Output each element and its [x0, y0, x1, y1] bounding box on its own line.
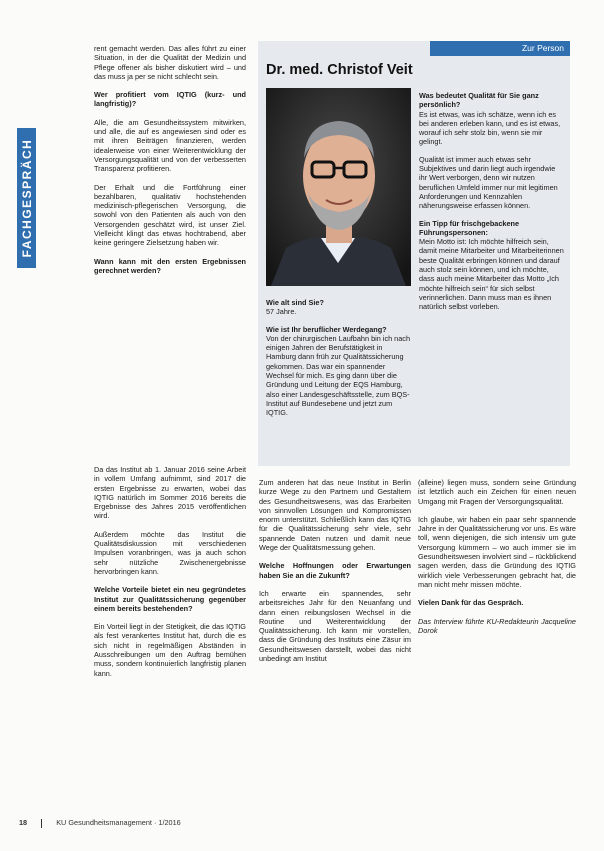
profile-box	[258, 41, 570, 466]
page-footer	[19, 818, 181, 828]
paragraph: rent gemacht werden. Das alles führt zu einer Situation, in der die Qualität der Medizin und Pflege offener als bisher diskutiert wird – und das muss ja per se nicht schlecht sein.	[94, 44, 246, 81]
paragraph: Alle, die am Gesundheitssystem mitwirken, und alle, die auf es angewiesen sind oder es mit ihren Beiträgen finanzieren, werden idealerweise von einer Weiterentwicklung der Versorgungsqualität und von der verbesserten Transparenz profitieren.	[94, 117, 246, 174]
paragraph: Von der chirurgischen Laufbahn bin ich nach einigen Jahren der Berufstätigkeit in Hamburg dann früh zur Qualitätssicherung gekommen. Das war ein spannender Wechsel für mich. Es ging dann über die Gründung und Leitung der EQS Hamburg, also einer Landesgeschäftsstelle, zum BQS-Institut auf Bundesebene und jetzt zum IQTIG.	[266, 333, 411, 418]
text-column-2-bottom	[259, 478, 411, 672]
page-number: 18	[19, 818, 28, 827]
profile-tag: Zur Person	[430, 41, 570, 56]
profile-name: Dr. med. Christof Veit	[266, 62, 413, 78]
paragraph: Zum anderen hat das neue Institut in Berlin kurze Wege zu den Partnern und Gestaltern des Gesundheitswesens, was das Erarbeiten von sinnvollen Lösungen und Kompromissen enorm unterstützt. Schließlich kann das IQTIG für die Qualitätssicherung sehr viele, sehr spannende Daten nutzen und damit neue Wege der Qualitätsmessung gehen.	[259, 478, 411, 553]
question-heading: Wie ist Ihr beruflicher Werdegang?	[266, 324, 387, 334]
paragraph: Mein Motto ist: Ich möchte hilfreich sein, damit meine Mitarbeiter und Mitarbeiterinnen beste Qualität erbringen können und darauf auch stolz sein können, und ich möchte, dass auch meine Mitarbeiter das Motto „Ich möchte hilfreich sein“ für sich selbst verinnerlichen. Dann muss man es ihnen natürlich selbst vorleben.	[419, 237, 564, 312]
paragraph: 57 Jahre.	[266, 307, 297, 317]
question-heading: Vielen Dank für das Gespräch.	[418, 598, 524, 608]
question-heading: Wie alt sind Sie?	[266, 298, 324, 307]
text-column-1-top	[94, 44, 246, 284]
portrait-photo	[266, 88, 411, 286]
paragraph: Ich erwarte ein spannendes, sehr arbeitsreiches Jahr für den Neuanfang und dann einen reibungslosen Wechsel in die Routine und Weiterentwicklung der Qualitätssicherung. Ich kann mir vorstellen, dass die Gründung des Instituts eine Zäsur im Gesundheitswesen darstellt, wobei das nicht unbedingt am Institut	[259, 588, 411, 664]
paragraph: Ich glaube, wir haben ein paar sehr spannende Jahre in der Qualitätssicherung vor uns. Es wäre toll, wenn diejenigen, die sich intensiv um gute Versorgung kümmern – wo auch immer sie im Gesundheitswesen involviert sind – rückblickend sagen werden, dass die Gründung des IQTIG wirklich viele Verbesserungen gebracht hat, die man nicht mehr missen möchte.	[418, 514, 576, 589]
paragraph: Außerdem möchte das Institut die Qualitätsdiskussion mit verschiedenen Impulsen voranbringen, was ja auch schon sehr nützliche Zwischenergebnisse hervorbringen kann.	[94, 529, 246, 576]
text-column-3-bottom	[418, 478, 576, 644]
question-heading: Welche Vorteile bietet ein neu gegründetes Institut zur Qualitätssicherung gegenüber einem bereits bestehenden?	[94, 585, 246, 613]
section-label: FACHGESPRÄCH	[19, 138, 34, 258]
question-heading: Wer profitiert vom IQTIG (kurz- und langfristig)?	[94, 90, 246, 109]
paragraph: Ein Vorteil liegt in der Stetigkeit, die das IQTIG als fest verankertes Institut hat, durch die es sich nicht in regelmäßigen Abständen in Ausschreibungen um den Auftrag bemühen muss, sondern kontinuierlich langfristig planen kann.	[94, 622, 246, 678]
question-heading: Ein Tipp für frischgebackene Führungspersonen:	[419, 218, 520, 237]
journal-info: KU Gesundheitsmanagement · 1/2016	[56, 818, 181, 827]
profile-right-column	[419, 91, 564, 320]
paragraph: Qualität ist immer auch etwas sehr Subjektives und darin liegt auch irgendwie ihr Wert verborgen, denn wir nutzen beruflichen Umfeld immer nur mit legitimen Anforderungen und Kennzahlen näherungsweise erfassen können.	[419, 154, 558, 211]
paragraph: Es ist etwas, was ich schätze, wenn ich es bei anderen erleben kann, und es ist etwas, worauf ich sehr stolz bin, wenn sie mir gelingt.	[419, 109, 561, 147]
text-column-1-bottom	[94, 465, 246, 687]
question-heading: Wann kann mit den ersten Ergebnissen gerechnet werden?	[94, 256, 246, 275]
profile-left-column	[266, 298, 411, 426]
interview-credit: Das Interview führte KU-Redakteurin Jacqueline Dorok	[418, 616, 576, 635]
section-sidebar	[17, 128, 36, 268]
footer-divider	[41, 819, 42, 828]
question-heading: Was bedeutet Qualität für Sie ganz persönlich?	[419, 91, 539, 110]
question-heading: Welche Hoffnungen oder Erwartungen haben Sie an die Zukunft?	[259, 561, 411, 580]
paragraph: Der Erhalt und die Fortführung einer bezahlbaren, qualitativ hochstehenden medizinisch-pflegerischen Versorgung, die sowohl von den Patienten als auch von den Versorgenden geschätzt wird, ist unser Ziel. Vielleicht klingt das etwas hochtrabend, aber keine geringere Zielsetzung haben wir.	[94, 182, 246, 248]
portrait-illustration	[266, 88, 411, 286]
paragraph: Da das Institut ab 1. Januar 2016 seine Arbeit in vollem Umfang aufnimmt, sind 2017 die ersten Ergebnisse zu erwarten, wobei das IQTIG natürlich im Sommer 2016 bereits die Ergebnisse des Jahres 2015 veröffentlichen wird.	[94, 465, 246, 521]
paragraph: (alleine) liegen muss, sondern seine Gründung ist letztlich auch ein Zeichen für einen neuen Umgang mit Fragen der Versorgungsqualität.	[418, 478, 576, 506]
